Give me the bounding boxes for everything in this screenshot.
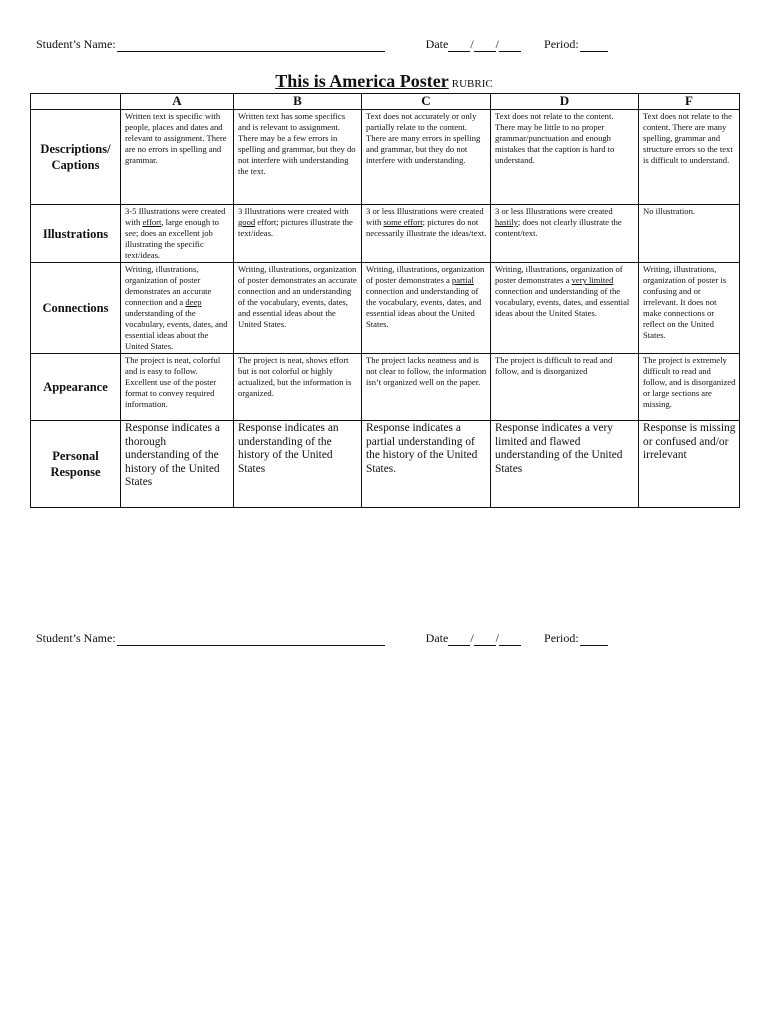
date-separator: / <box>470 37 474 51</box>
rubric-cell: The project is neat, colorful and is easy to follow. Excellent use of the poster format to convey required information. <box>121 354 234 421</box>
cell-text: connection and understanding of the vocabulary, events, dates, and essential ideas about the United States. <box>495 286 630 318</box>
grade-header-d: D <box>491 94 639 110</box>
rubric-cell <box>639 263 740 354</box>
emphasis-text: hastily <box>495 217 518 227</box>
table-row <box>31 110 740 205</box>
rubric-title-row <box>0 71 768 92</box>
criterion-appearance: Appearance <box>31 354 121 421</box>
page-subtitle: RUBRIC <box>451 78 493 90</box>
cell-text: 3 or less Illustrations were created with <box>366 206 484 227</box>
date-separator: / <box>495 631 500 645</box>
rubric-cell <box>491 205 639 263</box>
period-label: Period: <box>544 631 579 645</box>
date-year-field[interactable] <box>499 40 521 52</box>
rubric-cell: Response indicates a thorough understanding of the history of the United States <box>121 421 234 508</box>
rubric-cell <box>639 205 740 263</box>
cell-text: No illustration. <box>643 206 696 216</box>
emphasis-text: deep <box>185 297 202 307</box>
table-row <box>31 354 740 421</box>
rubric-table <box>30 93 740 508</box>
grade-header-row <box>31 94 740 110</box>
rubric-cell: Response indicates an understanding of the history of the United States <box>234 421 362 508</box>
cell-text: understanding of the vocabulary, events, dates, and essential ideas about the United States. <box>125 308 228 351</box>
rubric-cell: The project is extremely difficult to read and follow, and is disorganized or large sections are missing. <box>639 354 740 421</box>
grade-header-a: A <box>121 94 234 110</box>
student-info-header-bottom <box>36 628 736 646</box>
cell-text: Writing, illustrations, organization of poster is confusing and or irrelevant. It does not make connections or reflect on the United States. <box>643 264 727 340</box>
grade-header-c: C <box>362 94 491 110</box>
student-name-field[interactable] <box>117 40 385 52</box>
grade-header-f: F <box>639 94 740 110</box>
emphasis-text: some effort <box>383 217 423 227</box>
date-label: Date <box>425 37 449 51</box>
table-row <box>31 205 740 263</box>
criterion-personal-response: Personal Response <box>31 421 121 508</box>
criterion-illustrations: Illustrations <box>31 205 121 263</box>
rubric-cell: Response is missing or confused and/or irrelevant <box>639 421 740 508</box>
period-field[interactable] <box>580 40 608 52</box>
emphasis-text: effort <box>142 217 162 227</box>
rubric-cell: The project is difficult to read and follow, and is disorganized <box>491 354 639 421</box>
date-day-field[interactable] <box>474 40 496 52</box>
date-separator: / <box>470 631 474 645</box>
cell-text: Writing, illustrations, organization of poster demonstrates a <box>495 264 623 285</box>
table-row <box>31 421 740 508</box>
rubric-cell: Text does not relate to the content. There are many spelling, grammar and structure errors so the text is difficult to understand. <box>639 110 740 205</box>
student-info-header-top <box>36 34 736 52</box>
date-label: Date <box>425 631 449 645</box>
student-name-field[interactable] <box>117 634 385 646</box>
cell-text: ; pictures do not necessarily illustrate the ideas/text. <box>366 217 487 238</box>
date-month-field[interactable] <box>448 634 470 646</box>
date-month-field[interactable] <box>448 40 470 52</box>
page-title: This is America Poster <box>275 71 449 91</box>
rubric-cell <box>121 205 234 263</box>
period-field[interactable] <box>580 634 608 646</box>
rubric-cell: The project lacks neatness and is not clear to follow, the information isn’t organized well on the paper. <box>362 354 491 421</box>
student-name-label: Student’s Name: <box>36 631 116 645</box>
cell-text: 3-5 Illustrations were created with <box>125 206 226 227</box>
rubric-cell: Response indicates a very limited and flawed understanding of the United States <box>491 421 639 508</box>
rubric-cell <box>234 205 362 263</box>
criterion-descriptions-captions: Descriptions/ Captions <box>31 110 121 205</box>
cell-text: Writing, illustrations, organization of poster demonstrates an accurate connection and a <box>125 264 212 307</box>
cell-text: , large enough to see; does an excellent job illustrating the specific text/ideas. <box>125 217 219 260</box>
rubric-cell: Response indicates a partial understanding of the history of the United States. <box>362 421 491 508</box>
grade-header-b: B <box>234 94 362 110</box>
rubric-cell <box>362 205 491 263</box>
rubric-cell: Text does not accurately or only partially relate to the content. There are many errors in spelling and grammar, but they do not interfere with understanding. <box>362 110 491 205</box>
cell-text: 3 or less Illustrations were created <box>495 206 613 216</box>
cell-text: effort; pictures illustrate the text/ideas. <box>238 217 353 238</box>
emphasis-text: partial <box>451 275 474 285</box>
cell-text: connection and understanding of the vocabulary, events, dates, and essential ideas about the United States. <box>366 286 482 329</box>
criterion-connections: Connections <box>31 263 121 354</box>
rubric-cell <box>121 263 234 354</box>
rubric-cell: Text does not relate to the content. There may be little to no proper grammar/punctuation and enough mistakes that the caption is hard to understand. <box>491 110 639 205</box>
rubric-cell <box>234 263 362 354</box>
table-row <box>31 263 740 354</box>
cell-text: ; does not clearly illustrate the content/text. <box>495 217 622 238</box>
date-day-field[interactable] <box>474 634 496 646</box>
date-year-field[interactable] <box>499 634 521 646</box>
cell-text: 3 Illustrations were created with <box>238 206 349 216</box>
cell-text: Writing, illustrations, organization of poster demonstrates an accurate connection and an understanding of the vocabulary, events, dates, and essential ideas about the United States. <box>238 264 357 329</box>
criterion-header-empty <box>31 94 121 110</box>
emphasis-text: good <box>238 217 256 227</box>
emphasis-text: very limited <box>571 275 614 285</box>
cell-text: Writing, illustrations, organization of poster demonstrates a <box>366 264 485 285</box>
rubric-cell <box>362 263 491 354</box>
rubric-cell <box>491 263 639 354</box>
rubric-cell: The project is neat, shows effort but is not colorful or highly actualized, but the information is organized. <box>234 354 362 421</box>
student-name-label: Student’s Name: <box>36 37 116 51</box>
rubric-cell: Written text has some specifics and is relevant to assignment. There may be a few errors in spelling and grammar, but they do not interfere with understanding the text. <box>234 110 362 205</box>
period-label: Period: <box>544 37 579 51</box>
date-separator: / <box>495 37 500 51</box>
rubric-cell: Written text is specific with people, places and dates and relevant to assignment. There are no errors in spelling and grammar. <box>121 110 234 205</box>
